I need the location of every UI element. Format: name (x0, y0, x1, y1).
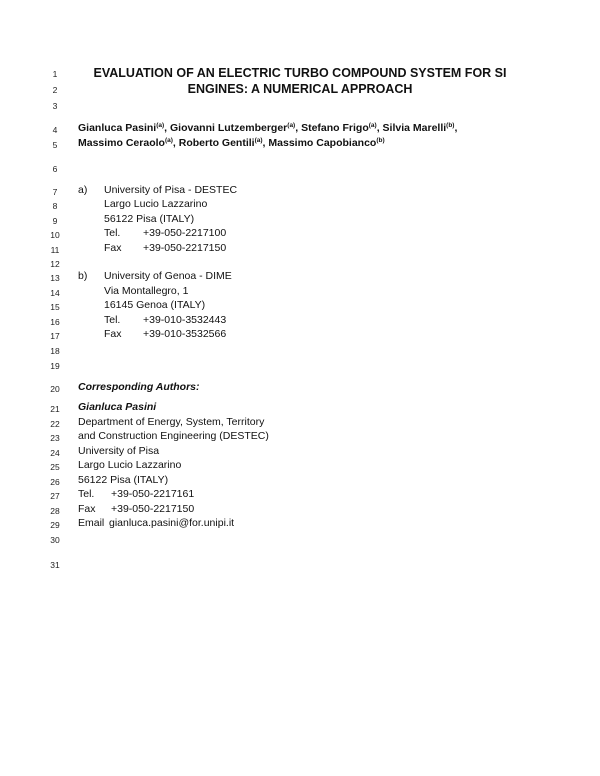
affiliation-fax: +39-050-2217150 (143, 242, 227, 254)
affiliation-tel: +39-050-2217100 (143, 227, 227, 239)
line-number: 3 (52, 101, 58, 111)
affiliation-institution: University of Pisa - DESTEC (104, 184, 238, 196)
author-affiliation: (a) (368, 122, 377, 129)
line-number: 2 (52, 85, 58, 95)
corresponding-fax-label: Fax (78, 503, 96, 515)
corresponding-heading: Corresponding Authors: (78, 381, 200, 393)
author-name: Silvia Marelli (382, 122, 447, 134)
line-number: 8 (52, 201, 58, 211)
affiliation-label: a) (78, 184, 88, 196)
line-number: 22 (50, 419, 60, 429)
line-number: 15 (50, 302, 60, 312)
line-number: 6 (52, 164, 58, 174)
line-number: 16 (50, 317, 60, 327)
affiliation-institution: University of Genoa - DIME (104, 270, 232, 282)
corresponding-tel: +39-050-2217161 (111, 488, 195, 500)
author-name: Gianluca Pasini (78, 122, 157, 134)
affiliation-street: Largo Lucio Lazzarino (104, 198, 208, 210)
author-affiliation: (a) (164, 137, 173, 144)
line-number: 30 (50, 535, 60, 545)
corresponding-email-label: Email (78, 517, 105, 529)
paper-title-line-2: ENGINES: A NUMERICAL APPROACH (187, 82, 413, 96)
line-number: 9 (52, 216, 58, 226)
affiliation-fax-label: Fax (104, 242, 122, 254)
author-affiliation: (a) (254, 137, 263, 144)
line-number: 25 (50, 462, 60, 472)
corresponding-street: Largo Lucio Lazzarino (78, 459, 182, 471)
affiliation-tel-label: Tel. (104, 314, 121, 326)
line-number: 21 (50, 404, 60, 414)
corresponding-city: 56122 Pisa (ITALY) (78, 474, 169, 486)
affiliation-label: b) (78, 270, 88, 282)
line-number: 7 (52, 187, 58, 197)
line-number: 1 (52, 69, 58, 79)
line-number: 28 (50, 506, 60, 516)
line-number: 24 (50, 448, 60, 458)
author-line-2: Massimo Ceraolo$^{(a)}$, Roberto Gentili$^{(a)}$, Massimo Capobianco$^{(b)}$ (78, 137, 385, 149)
author-name: Massimo Ceraolo (78, 137, 165, 149)
line-number: 20 (50, 384, 60, 394)
corresponding-dept-line-1: Department of Energy, System, Territory (78, 416, 265, 428)
line-number: 27 (50, 491, 60, 501)
corresponding-tel-label: Tel. (78, 488, 95, 500)
line-number: 13 (50, 273, 60, 283)
corresponding-dept-line-2: and Construction Engineering (DESTEC) (78, 430, 269, 442)
affiliation-fax-label: Fax (104, 328, 122, 340)
author-name: Giovanni Lutzemberger (170, 122, 288, 134)
line-number: 14 (50, 288, 60, 298)
line-number: 29 (50, 520, 60, 530)
affiliation-city: 56122 Pisa (ITALY) (104, 213, 195, 225)
affiliation-street: Via Montallegro, 1 (104, 285, 189, 297)
author-affiliation: (a) (156, 122, 165, 129)
line-number: 10 (50, 230, 60, 240)
line-number: 5 (52, 140, 58, 150)
author-line-1: Gianluca Pasini$^{(a)}$, Giovanni Lutzemberger$^{(a)}$, Stefano Frigo$^{(a)}$, Silvia Marelli$^{(b)}$, (78, 122, 458, 134)
line-number: 4 (52, 125, 58, 135)
corresponding-fax: +39-050-2217150 (111, 503, 195, 515)
affiliation-fax: +39-010-3532566 (143, 328, 227, 340)
author-name: Massimo Capobianco (268, 137, 377, 149)
affiliation-tel: +39-010-3532443 (143, 314, 227, 326)
author-affiliation: (a) (287, 122, 296, 129)
author-affiliation: (b) (376, 137, 385, 144)
corresponding-name: Gianluca Pasini (78, 401, 157, 413)
affiliation-tel-label: Tel. (104, 227, 121, 239)
line-number: 12 (50, 259, 60, 269)
line-number: 23 (50, 433, 60, 443)
author-name: Roberto Gentili (178, 137, 255, 149)
corresponding-email[interactable]: gianluca.pasini@for.unipi.it (109, 517, 235, 529)
line-number: 31 (50, 560, 60, 570)
line-number: 18 (50, 346, 60, 356)
corresponding-university: University of Pisa (78, 445, 160, 457)
affiliation-city: 16145 Genoa (ITALY) (104, 299, 206, 311)
line-number: 11 (50, 245, 60, 255)
author-name: Stefano Frigo (301, 122, 369, 134)
paper-title-line-1: EVALUATION OF AN ELECTRIC TURBO COMPOUND SYSTEM FOR SI (93, 66, 507, 80)
line-number: 17 (50, 331, 60, 341)
line-number: 26 (50, 477, 60, 487)
line-number: 19 (50, 361, 60, 371)
author-affiliation: (b) (446, 122, 455, 129)
